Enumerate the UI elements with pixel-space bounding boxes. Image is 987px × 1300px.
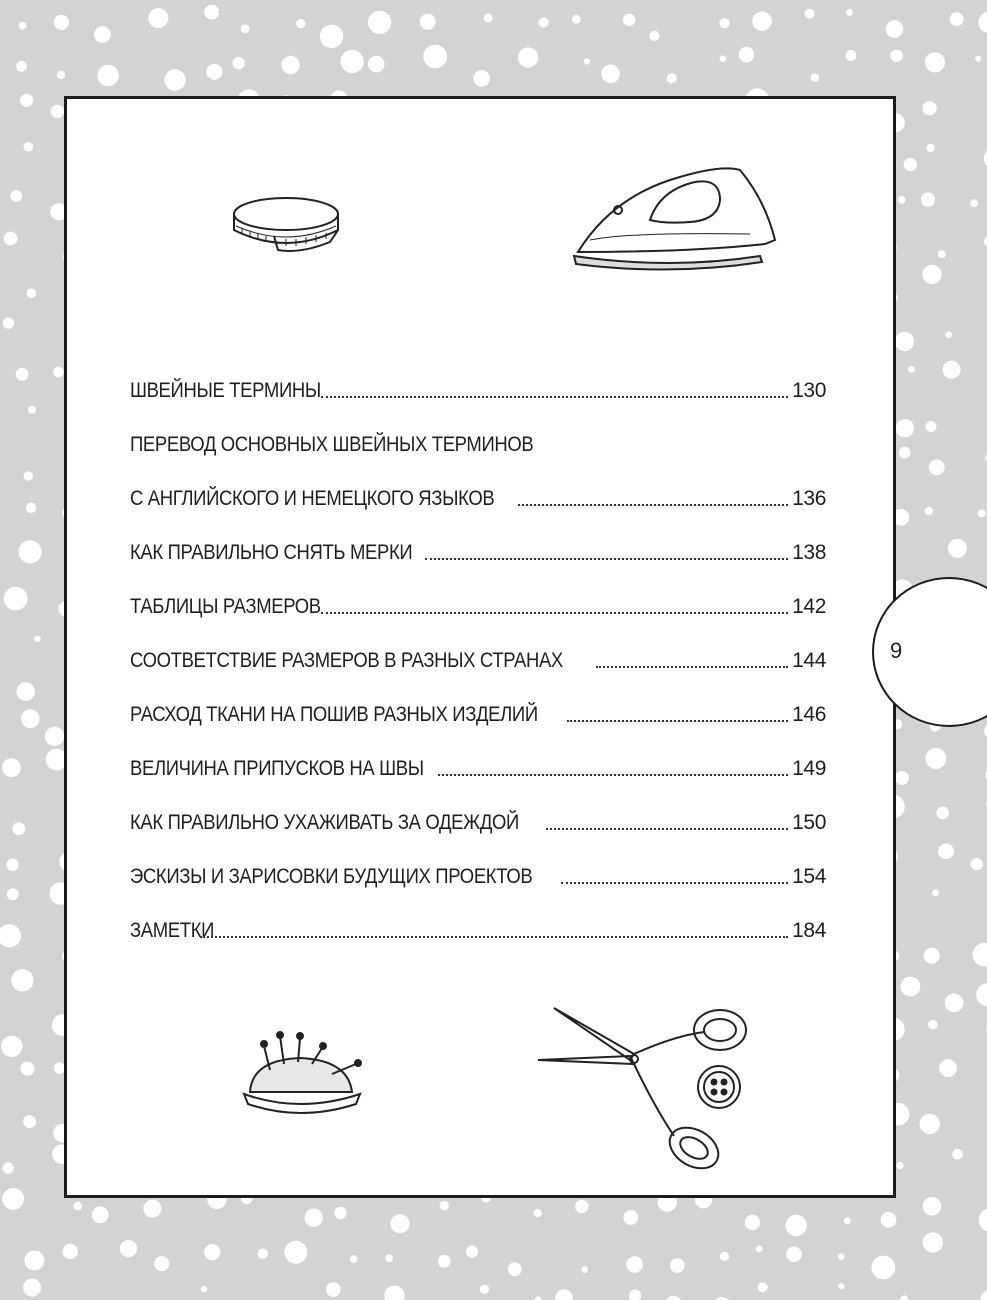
- toc-entry[interactable]: [130, 526, 826, 580]
- dot-leader: [561, 882, 788, 884]
- toc-entry-page: 138: [792, 541, 826, 564]
- toc-entry-title: ТАБЛИЦЫ РАЗМЕРОВ: [130, 595, 321, 618]
- measuring-tape-icon: [226, 184, 356, 264]
- dot-leader: [546, 828, 788, 830]
- toc-entry-page: 150: [792, 811, 826, 834]
- toc-entry[interactable]: [130, 634, 826, 688]
- toc-entry[interactable]: [130, 850, 826, 904]
- toc-entry-title: РАСХОД ТКАНИ НА ПОШИВ РАЗНЫХ ИЗДЕЛИЙ: [130, 703, 538, 726]
- toc-entry-page: 154: [792, 865, 826, 888]
- toc-entry[interactable]: [130, 796, 826, 850]
- toc-entry[interactable]: [130, 742, 826, 796]
- toc-entry-title: ЭСКИЗЫ И ЗАРИСОВКИ БУДУЩИХ ПРОЕКТОВ: [130, 865, 533, 888]
- toc-entry-title: ЗАМЕТКИ: [130, 919, 215, 942]
- toc-entry-title: КАК ПРАВИЛЬНО СНЯТЬ МЕРКИ: [130, 541, 413, 564]
- toc-entry-page: 146: [792, 703, 826, 726]
- toc-entry[interactable]: [130, 472, 826, 526]
- toc-entry-page: 130: [792, 379, 826, 402]
- toc-entry[interactable]: [130, 418, 826, 472]
- dot-leader: [567, 720, 788, 722]
- toc-entry-title: ПЕРЕВОД ОСНОВНЫХ ШВЕЙНЫХ ТЕРМИНОВ: [130, 433, 534, 456]
- toc-entry-title: КАК ПРАВИЛЬНО УХАЖИВАТЬ ЗА ОДЕЖДОЙ: [130, 811, 520, 834]
- toc-entry[interactable]: [130, 364, 826, 418]
- toc-entry-page: 144: [792, 649, 826, 672]
- iron-icon: [570, 160, 780, 275]
- toc-entry[interactable]: [130, 688, 826, 742]
- toc-entry-page: 142: [792, 595, 826, 618]
- toc-entry-page: 149: [792, 757, 826, 780]
- dot-leader: [438, 774, 788, 776]
- dot-leader: [518, 504, 788, 506]
- toc-entry-title: С АНГЛИЙСКОГО И НЕМЕЦКОГО ЯЗЫКОВ: [130, 487, 495, 510]
- button-icon: [694, 1062, 744, 1112]
- page-number: 9: [890, 638, 903, 663]
- table-of-contents: [130, 364, 826, 958]
- toc-entry-title: ШВЕЙНЫЕ ТЕРМИНЫ: [130, 379, 321, 402]
- dot-leader: [200, 936, 789, 938]
- dot-leader: [425, 558, 788, 560]
- toc-entry-title: ВЕЛИЧИНА ПРИПУСКОВ НА ШВЫ: [130, 757, 424, 780]
- toc-entry-page: 184: [792, 919, 826, 942]
- dot-leader: [596, 666, 788, 668]
- dot-leader: [321, 612, 788, 614]
- toc-entry[interactable]: [130, 580, 826, 634]
- toc-entry[interactable]: [130, 904, 826, 958]
- pincushion-icon: [240, 1030, 370, 1120]
- toc-entry-page: 136: [792, 487, 826, 510]
- dot-leader: [321, 396, 788, 398]
- toc-entry-title: СООТВЕТСТВИЕ РАЗМЕРОВ В РАЗНЫХ СТРАНАХ: [130, 649, 563, 672]
